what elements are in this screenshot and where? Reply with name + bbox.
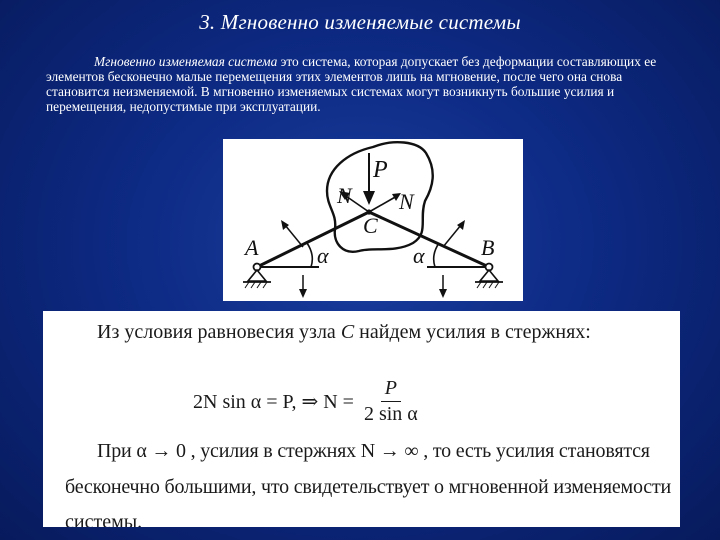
label-n-left: N — [337, 183, 352, 208]
fraction-denominator: 2 sin α — [363, 402, 418, 425]
label-b: B — [481, 235, 495, 260]
slide-title: 3. Мгновенно изменяемые системы — [199, 10, 521, 34]
displacement-arrowhead-lower-right — [439, 289, 447, 298]
mechanism-diagram — [223, 139, 523, 301]
label-alpha-right: α — [413, 243, 425, 268]
force-n-right-shaft — [369, 196, 397, 212]
intro-node-var: C — [340, 321, 355, 343]
label-c: C — [363, 213, 378, 238]
formula-fraction — [360, 377, 422, 426]
conclusion-line-3: системы. — [65, 511, 143, 527]
load-p-arrowhead — [363, 191, 375, 205]
conclusion-line-2: бесконечно большими, что свидетельствует о мгновенной изменяемости — [65, 476, 672, 498]
label-alpha-left: α — [317, 243, 329, 268]
displacement-arrowhead-lower-left — [299, 289, 307, 298]
equilibrium-formula — [193, 371, 422, 431]
formula-left: 2N sin α = P, ⇒ N = — [193, 390, 354, 413]
equilibrium-panel — [43, 311, 680, 527]
angle-arc-left — [307, 243, 312, 267]
label-p: P — [373, 157, 388, 183]
diagram-svg — [223, 139, 523, 301]
intro-text-a: Из условия равновесия узла — [97, 321, 341, 343]
intro-text-b: найдем усилия в стержнях: — [354, 321, 591, 343]
definition-paragraph — [46, 54, 686, 114]
label-n-right: N — [399, 189, 414, 214]
definition-text: это система, которая допускает без деформации составляющих ее элементов бесконечно малые перемещения этих элементов лишь на мгновение, после чего она снова становится неизменяемой. В мгновенно изменяемых системах могут возникнуть большие усилия и перемещения, недопустимые при эксплуатации. — [46, 54, 657, 114]
definition-term: Мгновенно изменяемая система — [94, 54, 278, 69]
angle-arc-right — [434, 243, 439, 267]
fraction-numerator: P — [381, 377, 401, 402]
equilibrium-intro — [97, 321, 591, 344]
label-a: A — [245, 235, 259, 260]
conclusion-line-1: При α → 0 , усилия в стержнях N → ∞ , то есть усилия становятся — [97, 440, 650, 462]
displacement-arrow-upper-left — [285, 225, 303, 247]
displacement-arrow-upper-right — [443, 225, 461, 247]
bar-right — [369, 212, 489, 267]
